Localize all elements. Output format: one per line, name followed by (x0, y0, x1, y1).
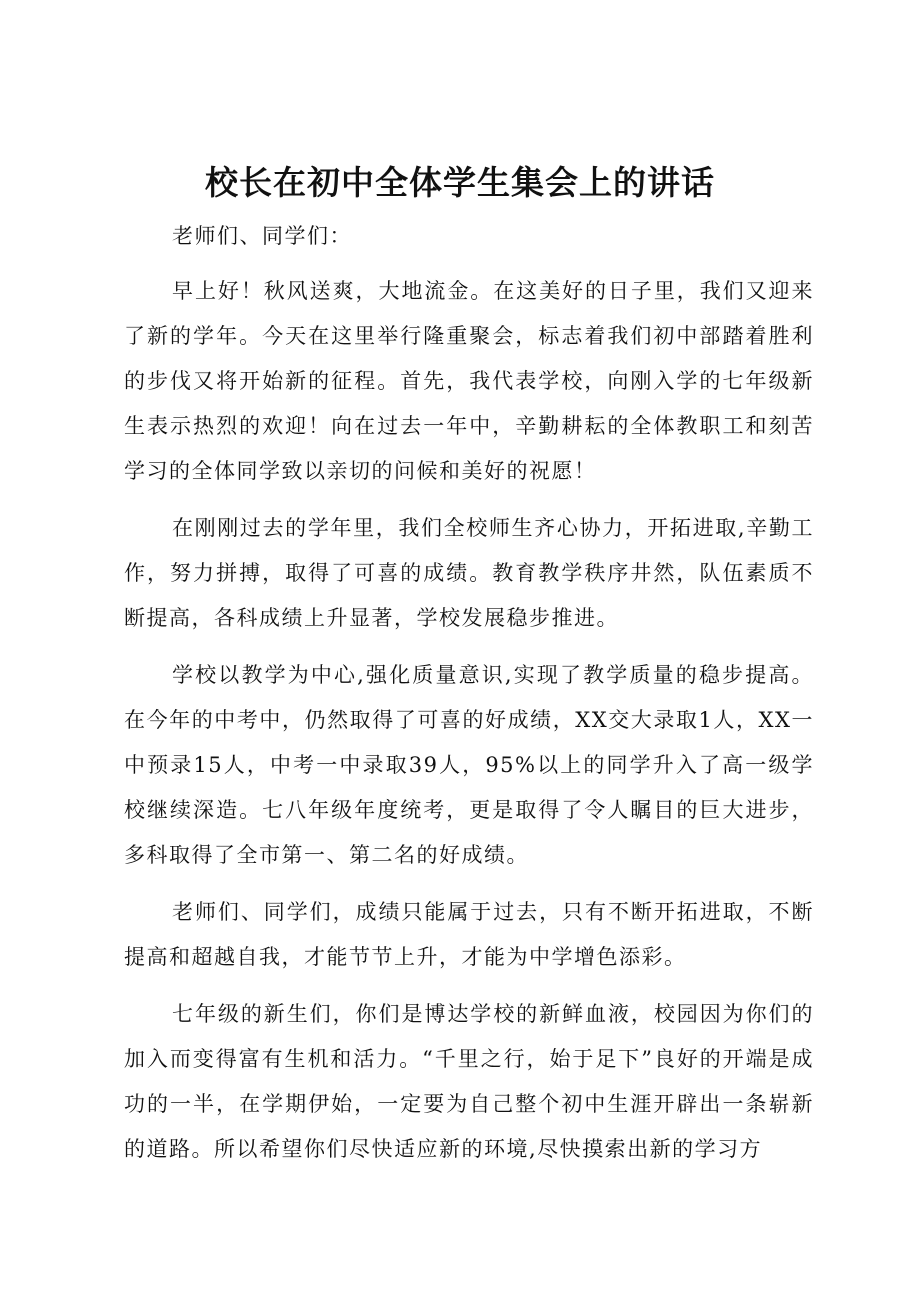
document-body (124, 214, 814, 1184)
paragraph-3: 学校以教学为中心,强化质量意识,实现了教学质量的稳步提高。在今年的中考中，仍然取得了可喜的好成绩，XX交大录取1人，XX一中预录15人，中考一中录取39人，95%以上的同学升入了高一级学校继续深造。七八年级年度统考，更是取得了令人瞩目的巨大进步，多科取得了全市第一、第二名的好成绩。 (124, 663, 814, 867)
page-title: 校长在初中全体学生集会上的讲话 (205, 163, 715, 202)
paragraph-5: 七年级的新生们，你们是博达学校的新鲜血液，校园因为你们的加入而变得富有生机和活力。“千里之行，始于足下”良好的开端是成功的一半，在学期伊始，一定要为自己整个初中生涯开辟出一条崭新的道路。所以希望你们尽快适应新的环境,尽快摸索出新的学习方 (124, 1002, 814, 1161)
paragraph-4: 老师们、同学们，成绩只能属于过去，只有不断开拓进取，不断提高和超越自我，才能节节上升，才能为中学增色添彩。 (124, 900, 814, 969)
salutation: 老师们、同学们： (172, 224, 352, 248)
paragraph-1: 早上好！秋风送爽，大地流金。在这美好的日子里，我们又迎来了新的学年。今天在这里举行隆重聚会，标志着我们初中部踏着胜利的步伐又将开始新的征程。首先，我代表学校，向刚入学的七年级新生表示热烈的欢迎！向在过去一年中，辛勤耕耘的全体教职工和刻苦学习的全体同学致以亲切的问候和美好的祝愿！ (124, 279, 814, 483)
paragraph-2: 在刚刚过去的学年里，我们全校师生齐心协力，开拓进取,辛勤工作，努力拼搏，取得了可喜的成绩。教育教学秩序井然，队伍素质不断提高，各科成绩上升显著，学校发展稳步推进。 (124, 516, 814, 630)
